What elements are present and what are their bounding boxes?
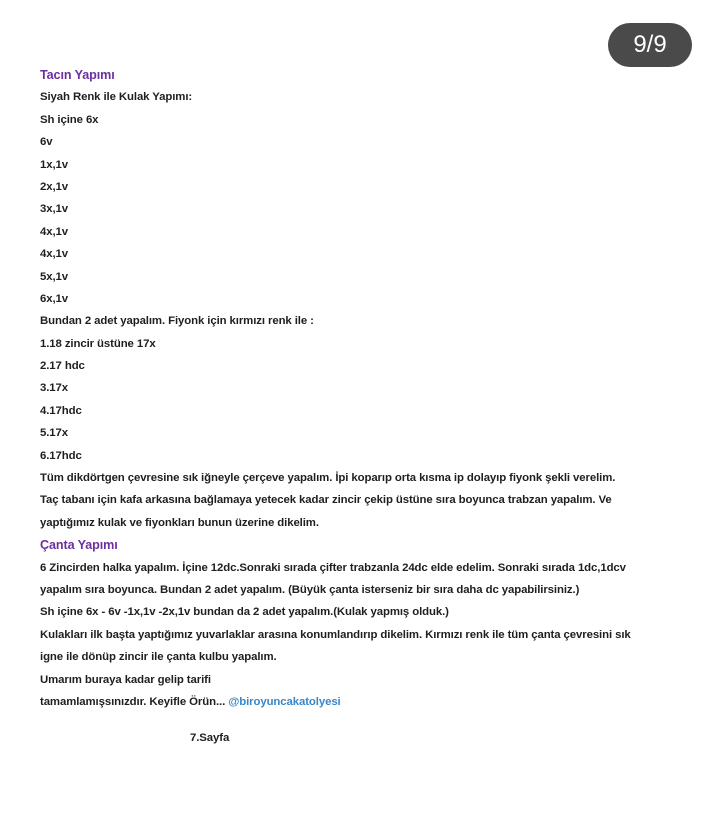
text-line: 3.17x — [40, 382, 69, 395]
text-line: 5x,1v — [40, 270, 69, 283]
recipe-document — [40, 64, 700, 750]
text-line: 6.17hdc — [40, 449, 82, 462]
text-line: 3x,1v — [40, 203, 69, 216]
text-line: 4x,1v — [40, 225, 69, 238]
section-heading: Tacın Yapımı — [40, 68, 115, 82]
text-line: Bundan 2 adet yapalım. Fiyonk için kırmızı renk ile : — [40, 315, 314, 328]
text-line: 4x,1v — [40, 248, 69, 261]
text-line: 6 Zincirden halka yapalım. İçine 12dc.Sonraki sırada çifter trabzanla 24dc elde edelim. Sonraki sırada 1dc,1dcv — [40, 561, 626, 574]
page-footer: 7.Sayfa — [190, 732, 230, 745]
text-line: 4.17hdc — [40, 404, 82, 417]
page-counter-badge: 9/9 — [608, 23, 692, 67]
text-line: 6v — [40, 136, 53, 149]
text-line: Taç tabanı için kafa arkasına bağlamaya yetecek kadar zincir çekip üstüne sıra boyunca trabzan yapalım. Ve — [40, 494, 612, 507]
text-line: 1x,1v — [40, 158, 69, 171]
text-line: Tüm dikdörtgen çevresine sık iğneyle çerçeve yapalım. İpi koparıp orta kısma ip dolayıp fiyonk şekli verelim. — [40, 472, 616, 485]
text-line: igne ile dönüp zincir ile çanta kulbu yapalım. — [40, 651, 277, 664]
text-line: 5.17x — [40, 427, 69, 440]
text-line: yapalım sıra boyunca. Bundan 2 adet yapalım. (Büyük çanta isterseniz bir sıra daha dc yapabilirsiniz.) — [40, 583, 580, 596]
document-lines — [40, 64, 700, 691]
text-line: Siyah Renk ile Kulak Yapımı: — [40, 91, 193, 104]
text-line: Kulakları ilk başta yaptığımız yuvarlaklar arasına konumlandırıp dikelim. Kırmızı renk ile tüm çanta çevresini sık — [40, 628, 631, 641]
text-line: 2.17 hdc — [40, 360, 85, 373]
text-line: Umarım buraya kadar gelip tarifi — [40, 673, 211, 686]
text-line: 1.18 zincir üstüne 17x — [40, 337, 156, 350]
closing-line — [40, 691, 700, 713]
text-line: yaptığımız kulak ve fiyonkları bunun üzerine dikelim. — [40, 516, 319, 529]
author-handle-link[interactable]: @biroyuncakatolyesi — [228, 695, 341, 708]
text-line: Sh içine 6x - 6v -1x,1v -2x,1v bundan da 2 adet yapalım.(Kulak yapmış olduk.) — [40, 606, 449, 619]
closing-text: tamamlamışsınızdır. Keyifle Örün... — [40, 695, 229, 708]
section-heading: Çanta Yapımı — [40, 538, 118, 553]
text-line: 2x,1v — [40, 180, 69, 193]
spacer — [40, 713, 700, 727]
text-line: Sh içine 6x — [40, 113, 99, 126]
text-line: 6x,1v — [40, 292, 69, 305]
